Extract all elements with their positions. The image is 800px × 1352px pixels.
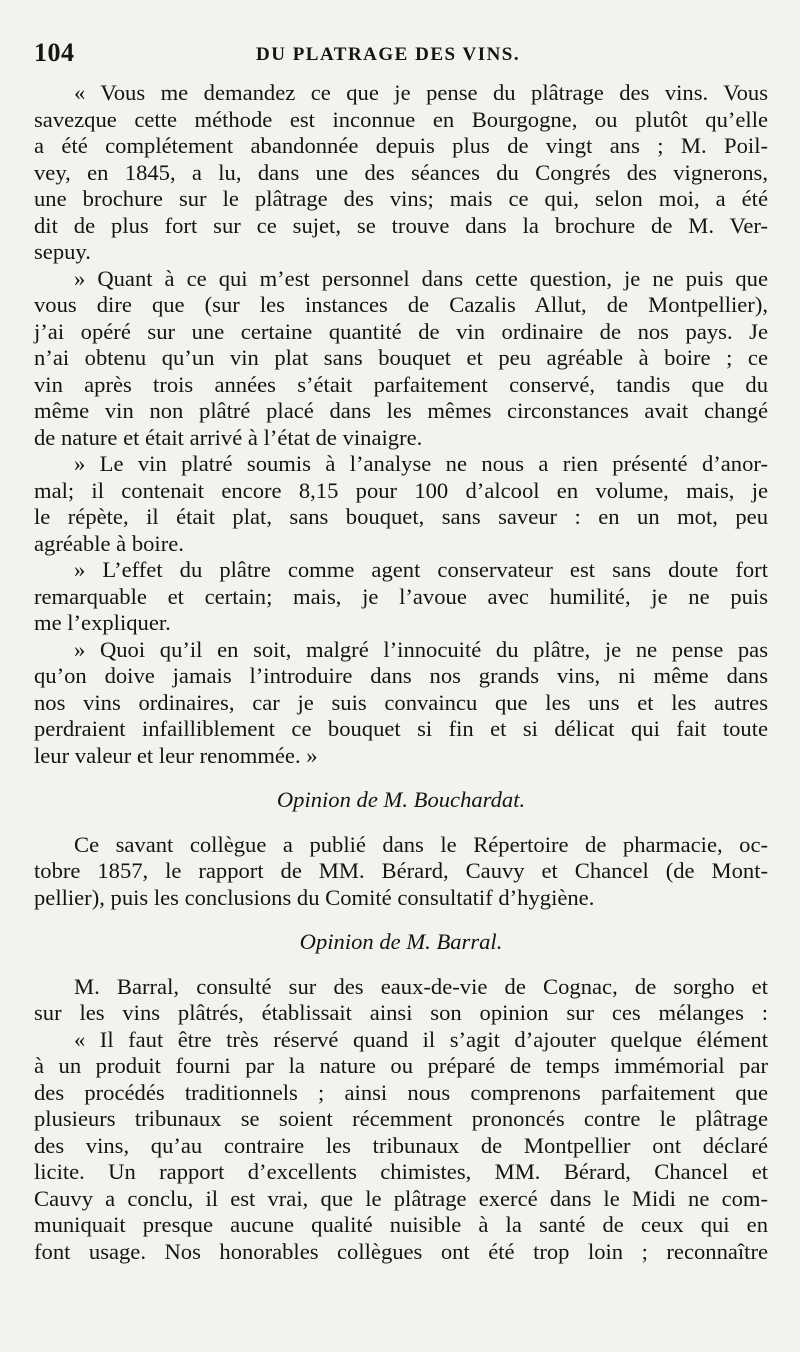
section-heading-bouchardat: Opinion de M. Bouchardat. bbox=[276, 787, 526, 812]
section-spacer bbox=[34, 769, 768, 787]
text-line: qu’on doive jamais l’introduire dans nos grands vins, ni même dans bbox=[34, 663, 768, 688]
page-body bbox=[34, 80, 768, 1265]
text-line: tobre 1857, le rapport de MM. Bérard, Cauvy et Chancel (de Mont- bbox=[34, 858, 768, 883]
section-spacer bbox=[34, 956, 768, 974]
text-line: vey, en 1845, a lu, dans une des séances du Congrés des vignerons, bbox=[34, 159, 768, 185]
section-spacer bbox=[34, 911, 768, 929]
text-line: savezque cette méthode est inconnue en Bourgogne, ou plutôt qu’elle bbox=[34, 106, 768, 132]
text-line: » L’effet du plâtre comme agent conservateur est sans doute fort bbox=[74, 557, 768, 582]
text-line: M. Barral, consulté sur des eaux-de-vie de Cognac, de sorgho et bbox=[74, 973, 768, 999]
text-line: des procédés traditionnels ; ainsi nous comprenons parfaitement que bbox=[34, 1079, 768, 1105]
text-line: vous dire que (sur les instances de Cazalis Allut, de Montpellier), bbox=[34, 292, 768, 317]
text-line: muniquait presque aucune qualité nuisible à la santé de ceux qui en bbox=[34, 1212, 768, 1237]
text-line: pellier), puis les conclusions du Comité consultatif d’hygiène. bbox=[34, 884, 595, 910]
text-line: Cauvy a conclu, il est vrai, que le plâtrage exercé dans le Midi ne com- bbox=[34, 1185, 768, 1211]
text-line: le répète, il était plat, sans bouquet, sans saveur : en un mot, peu bbox=[34, 504, 768, 529]
page-number: 104 bbox=[34, 38, 75, 67]
text-line: » Quoi qu’il en soit, malgré l’innocuité du plâtre, je ne pense pas bbox=[74, 636, 768, 662]
text-line: licite. Un rapport d’excellents chimistes, MM. Bérard, Chancel et bbox=[34, 1159, 768, 1184]
text-line: mal; il contenait encore 8,15 pour 100 d’alcool en volume, mais, je bbox=[34, 477, 768, 503]
text-line: de nature et était arrivé à l’état de vinaigre. bbox=[34, 424, 423, 450]
text-line: sur les vins plâtrés, établissait ainsi son opinion sur ces mélanges : bbox=[34, 1000, 768, 1025]
section-spacer bbox=[34, 814, 768, 832]
page-header bbox=[34, 38, 774, 72]
text-line: font usage. Nos honorables collègues ont été trop loin ; reconnaître bbox=[34, 1238, 768, 1264]
text-line: leur valeur et leur renommée. » bbox=[34, 742, 318, 768]
text-line: Ce savant collègue a publié dans le Répertoire de pharmacie, oc- bbox=[74, 831, 768, 857]
text-line: » Le vin platré soumis à l’analyse ne nous a rien présenté d’anor- bbox=[74, 451, 768, 476]
text-line: « Il faut être très réservé quand il s’agit d’ajouter quelque élément bbox=[74, 1026, 768, 1052]
running-title: DU PLATRAGE DES VINS. bbox=[256, 44, 521, 65]
text-line: a été complétement abandonnée depuis plus de vingt ans ; M. Poil- bbox=[34, 133, 768, 158]
text-line: à un produit fourni par la nature ou préparé de temps immémorial par bbox=[34, 1053, 768, 1078]
text-line: j’ai opéré sur une certaine quantité de vin ordinaire de nos pays. Je bbox=[34, 318, 768, 344]
text-line: agréable à boire. bbox=[34, 530, 184, 556]
text-line: remarquable et certain; mais, je l’avoue avec humilité, je ne puis bbox=[34, 583, 768, 609]
text-line: perdraient infailliblement ce bouquet si fin et si délicat qui fait toute bbox=[34, 716, 768, 741]
text-line: une brochure sur le plâtrage des vins; mais ce qui, selon moi, a été bbox=[34, 186, 768, 211]
text-line: n’ai obtenu qu’un vin plat sans bouquet et peu agréable à boire ; ce bbox=[34, 345, 768, 370]
text-line: vin après trois années s’était parfaitement conservé, tandis que du bbox=[34, 371, 768, 397]
text-line: des vins, qu’au contraire les tribunaux de Montpellier ont déclaré bbox=[34, 1132, 768, 1158]
text-line: sepuy. bbox=[34, 239, 91, 264]
text-line: nos vins ordinaires, car je suis convaincu que les uns et les autres bbox=[34, 689, 768, 715]
text-line: me l’expliquer. bbox=[34, 610, 171, 635]
text-line: » Quant à ce qui m’est personnel dans cette question, je ne puis que bbox=[74, 265, 768, 291]
section-heading-barral: Opinion de M. Barral. bbox=[299, 929, 503, 954]
text-line: « Vous me demandez ce que je pense du plâtrage des vins. Vous bbox=[74, 80, 768, 105]
text-line: même vin non plâtré placé dans les mêmes circonstances avait changé bbox=[34, 398, 768, 423]
text-line: plusieurs tribunaux se soient récemment prononcés contre le plâtrage bbox=[34, 1106, 768, 1131]
text-line: dit de plus fort sur ce sujet, se trouve dans la brochure de M. Ver- bbox=[34, 212, 768, 238]
